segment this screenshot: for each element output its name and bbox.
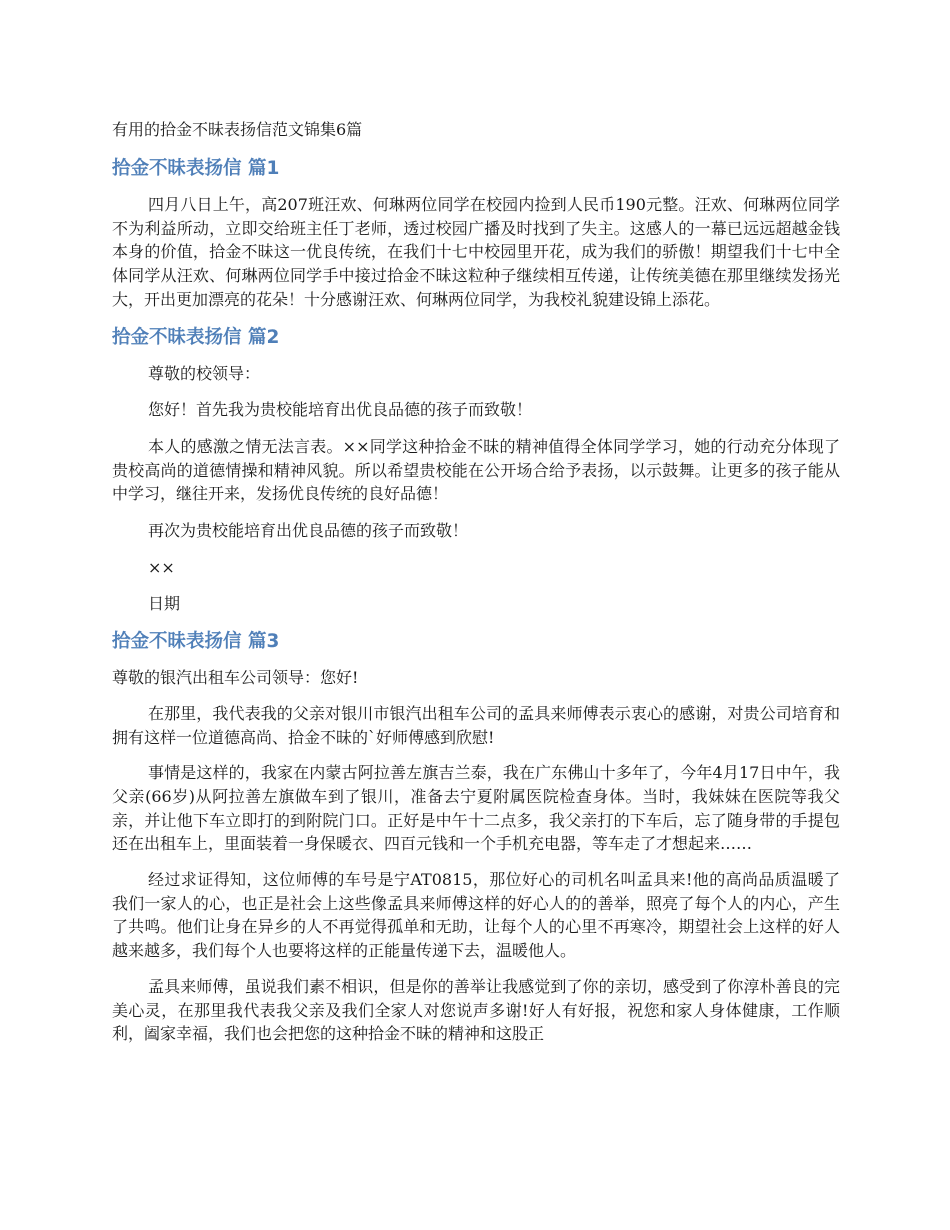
paragraph: 您好！首先我为贵校能培育出优良品德的孩子而致敬！ [148, 400, 533, 420]
paragraph: 四月八日上午，高207班汪欢、何琳两位同学在校园内捡到人民币190元整。汪欢、何琳两位同学不为利益所动，立即交给班主任丁老师，透过校园广播及时找到了失主。这感人的一幕已远远超越金钱本身的价值，拾金不昧这一优良传统，在我们十七中校园里开花，成为我们的骄傲！期望我们十七中全体同学从汪欢、何琳两位同学手中接过拾金不昧这粒种子继续相互传递，让传统美德在那里继续发扬光大，开出更加漂亮的花朵！十分感谢汪欢、何琳两位同学，为我校礼貌建设锦上添花。 [112, 195, 840, 309]
document-title: 有用的拾金不昧表扬信范文锦集6篇 [112, 120, 363, 139]
section-2 [112, 325, 840, 617]
section-heading-2: 拾金不昧表扬信 篇2 [112, 326, 280, 348]
signature: ×× [148, 557, 175, 577]
section-3 [112, 629, 840, 1046]
section-heading-1: 拾金不昧表扬信 篇1 [112, 158, 280, 179]
paragraph: 尊敬的校领导： [148, 363, 261, 383]
paragraph: 事情是这样的，我家在内蒙古阿拉善左旗吉兰泰，我在广东佛山十多年了，今年4月17日中午，我父亲(66岁)从阿拉善左旗做车到了银川，准备去宁夏附属医院检查身体。当时，我妹妹在医院等我父亲，并让他下车立即打的到附院门口。正好是中午十二点多，我父亲打的下车后，忘了随身带的手提包还在出租车上，里面装着一身保暖衣、四百元钱和一个手机充电器，等车走了才想起来…… [112, 763, 840, 854]
paragraph: 在那里，我代表我的父亲对银川市银汽出租车公司的孟具来师傅表示衷心的感谢，对贵公司培育和拥有这样一位道德高尚、拾金不昧的`好师傅感到欣慰! [112, 703, 840, 747]
salutation: 尊敬的银汽出租车公司领导：您好! [112, 668, 359, 688]
paragraph: 经过求证得知，这位师傅的车号是宁AT0815，那位好心的司机名叫孟具来!他的高尚品质温暖了我们一家人的心，也正是社会上这些像孟具来师傅这样的好心人的的善举，照亮了每个人的内心，产生了共鸣。他们让身在异乡的人不再觉得孤单和无助，让每个人的心里不再寒冷，期望社会上这样的好人越来越多，我们每个人也要将这样的正能量传递下去，温暖他人。 [112, 870, 840, 961]
date-line: 日期 [148, 594, 181, 614]
section-heading-3: 拾金不昧表扬信 篇3 [112, 631, 280, 653]
document-page [112, 118, 840, 1058]
paragraph: 再次为贵校能培育出优良品德的孩子而致敬！ [148, 521, 469, 541]
paragraph: 本人的感激之情无法言表。××同学这种拾金不昧的精神值得全体同学学习，她的行动充分体现了贵校高尚的道德情操和精神风貌。所以希望贵校能在公开场合给予表扬，以示鼓舞。让更多的孩子能从中学习，继往开来，发扬优良传统的良好品德！ [112, 436, 840, 504]
paragraph: 孟具来师傅，虽说我们素不相识，但是你的善举让我感觉到了你的亲切，感受到了你淳朴善良的完美心灵，在那里我代表我父亲及我们全家人对您说声多谢!好人有好报，祝您和家人身体健康，工作顺利，阖家幸福，我们也会把您的这种拾金不昧的精神和这股正 [112, 976, 840, 1044]
section-1 [112, 156, 840, 312]
